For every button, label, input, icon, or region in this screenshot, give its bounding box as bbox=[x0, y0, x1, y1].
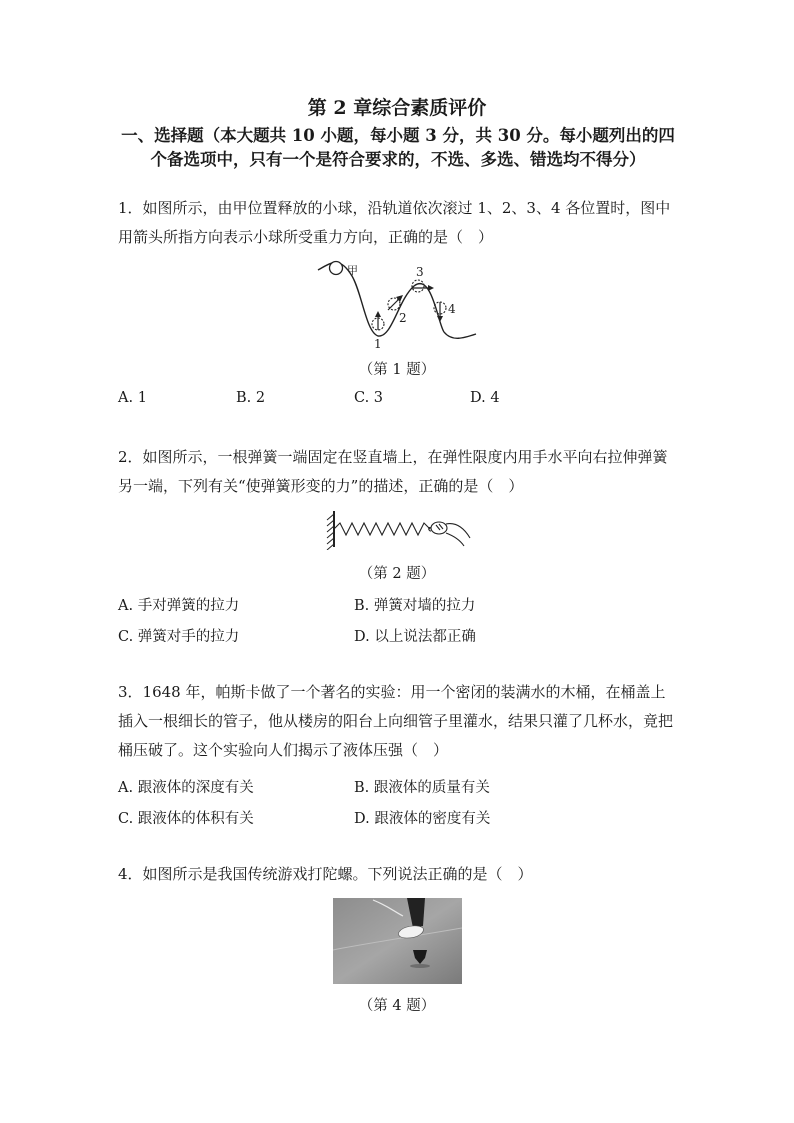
ball-jia-icon bbox=[330, 262, 343, 275]
spring-figure bbox=[324, 508, 472, 550]
option-b[interactable]: B. 跟液体的质量有关 bbox=[354, 780, 490, 796]
arrow-right-icon bbox=[428, 285, 434, 291]
figure-4-caption: （第 4 题） bbox=[358, 998, 436, 1014]
track-figure bbox=[314, 258, 479, 350]
label-jia: 甲 bbox=[347, 264, 358, 277]
option-a[interactable]: A. 跟液体的深度有关 bbox=[118, 780, 254, 796]
label-2: 2 bbox=[399, 311, 407, 325]
spinning-top-photo bbox=[333, 898, 462, 984]
label-1: 1 bbox=[374, 337, 382, 350]
arrow-down-icon bbox=[437, 316, 443, 322]
option-c[interactable]: C. 3 bbox=[354, 390, 384, 406]
question-3-stem: 3．1648 年，帕斯卡做了一个著名的实验：用一个密闭的装满水的木桶，在桶盖上插入一根细长的管子，他从楼房的阳台上向细管子里灌水，结果只灌了几杯水，竟把桶压破了。这个实验向人们揭示了液体压强（ ） bbox=[118, 683, 674, 759]
page-title: 第 2 章综合素质评价 bbox=[307, 97, 487, 119]
figure-2-caption: （第 2 题） bbox=[358, 566, 436, 582]
question-2-stem: 2．如图所示，一根弹簧一端固定在竖直墙上，在弹性限度内用手水平向右拉伸弹簧另一端，下列有关“使弹簧形变的力”的描述，正确的是（ ） bbox=[118, 448, 668, 495]
label-3: 3 bbox=[416, 265, 424, 279]
option-c[interactable]: C. 跟液体的体积有关 bbox=[118, 811, 254, 827]
option-d[interactable]: D. 以上说法都正确 bbox=[354, 629, 476, 645]
hand-icon bbox=[429, 522, 470, 546]
option-d[interactable]: D. 4 bbox=[470, 390, 500, 406]
option-d[interactable]: D. 跟液体的密度有关 bbox=[354, 811, 491, 827]
section-heading: 一、选择题（本大题共 10 小题，每小题 3 分，共 30 分。每小题列出的四个备选项中，只有一个是符合要求的，不选、多选、错选均不得分） bbox=[121, 126, 675, 169]
option-b[interactable]: B. 弹簧对墙的拉力 bbox=[354, 598, 476, 614]
spring-icon bbox=[334, 523, 430, 535]
question-1-stem: 1．如图所示，由甲位置释放的小球，沿轨道依次滚过 1、2、3、4 各位置时，图中用箭头所指方向表示小球所受重力方向，正确的是（ ） bbox=[118, 199, 671, 246]
arrow-up-icon bbox=[375, 311, 381, 317]
label-4: 4 bbox=[448, 302, 456, 316]
question-2-options bbox=[118, 594, 678, 650]
option-b[interactable]: B. 2 bbox=[236, 390, 266, 406]
option-a[interactable]: A. 1 bbox=[118, 390, 147, 406]
question-1-options bbox=[118, 390, 678, 412]
question-3-options bbox=[118, 776, 678, 832]
question-4-stem: 4．如图所示是我国传统游戏打陀螺。下列说法正确的是（ ） bbox=[118, 865, 533, 883]
option-a[interactable]: A. 手对弹簧的拉力 bbox=[118, 598, 240, 614]
figure-1-caption: （第 1 题） bbox=[358, 362, 436, 378]
option-c[interactable]: C. 弹簧对手的拉力 bbox=[118, 629, 240, 645]
